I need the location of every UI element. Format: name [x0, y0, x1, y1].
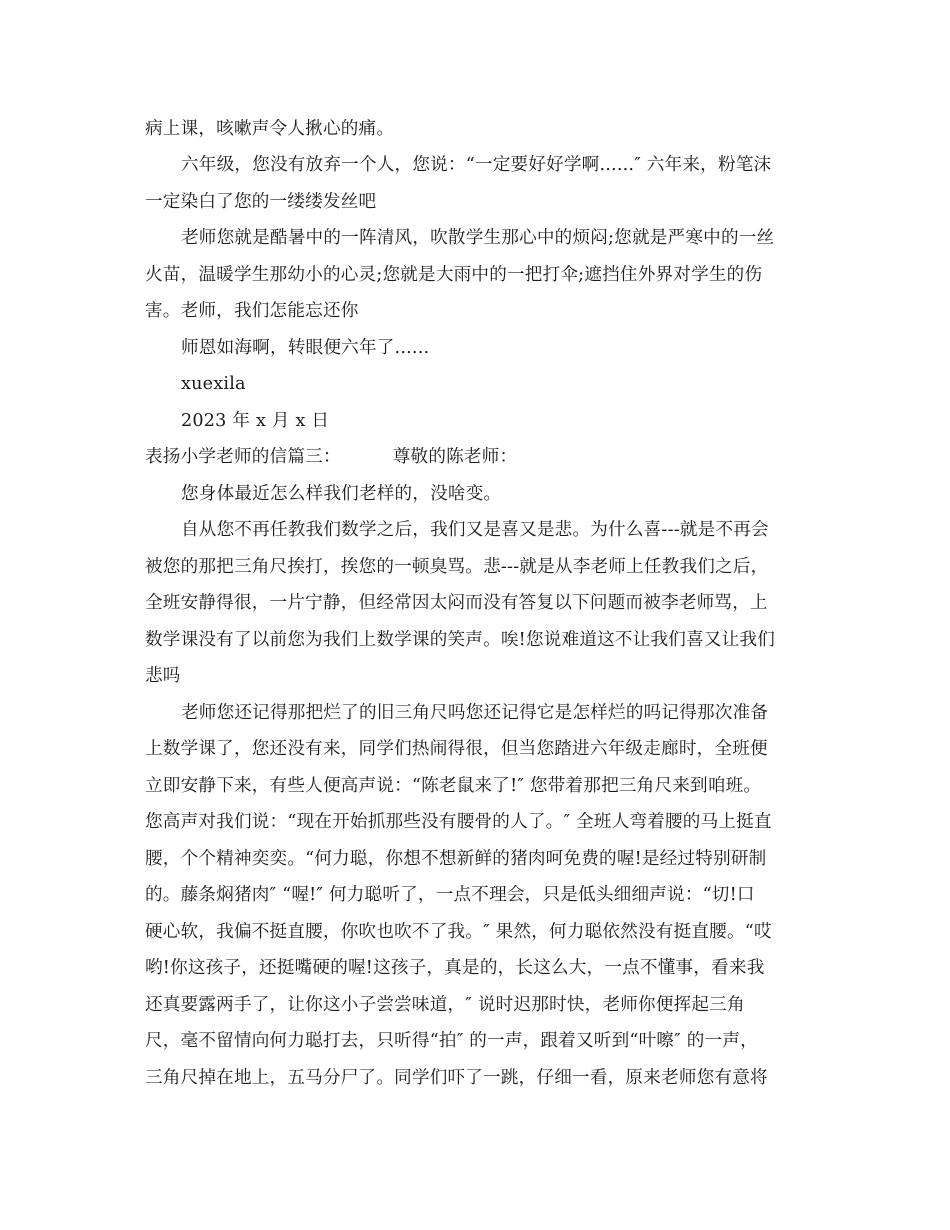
text-line: 师恩如海啊，转眼便六年了...... [181, 338, 430, 358]
letter-title: 表扬小学老师的信篇三： [145, 447, 341, 467]
text-line: 被您的那把三角尺挨打，挨您的一顿臭骂。悲---就是从李老师上任教我们之后， [145, 557, 769, 577]
text-line: 硬心软，我偏不挺直腰，你吹也吹不了我。″ 果然，何力聪依然没有挺直腰。“哎 [145, 922, 772, 942]
text-line: 您身体最近怎么样我们老样的，没啥变。 [181, 484, 502, 504]
signature-name: xuexila [181, 374, 246, 394]
text-line: 老师您就是酷暑中的一阵清风，吹散学生那心中的烦闷;您就是严寒中的一丝 [181, 228, 775, 248]
text-line: 全班安静得很，一片宁静，但经常因太闷而没有答复以下问题而被李老师骂，上 [145, 593, 768, 613]
text-line: 数学课没有了以前您为我们上数学课的笑声。唉!您说难道这不让我们喜又让我们 [145, 630, 776, 650]
text-line: 的。藤条焖猪肉″ “喔!″ 何力聪听了，一点不理会，只是低头细细声说：“切!口 [145, 885, 755, 905]
text-line: 一定染白了您的一缕缕发丝吧 [145, 192, 377, 212]
text-line: 立即安静下来，有些人便高声说：“陈老鼠来了!″ 您带着那把三角尺来到咱班。 [145, 776, 762, 796]
letter-salutation: 尊敬的陈老师： [392, 447, 518, 467]
letter-heading [145, 445, 517, 469]
text-line: 腰，个个精神奕奕。“何力聪，你想不想新鲜的猪肉呵免费的喔!是经过特别研制 [145, 849, 767, 869]
text-line: 害。老师，我们怎能忘还你 [145, 301, 359, 321]
text-line: 上数学课了，您还没有来，同学们热闹得很，但当您踏进六年级走廊时，全班便 [145, 739, 768, 759]
text-line: 火苗，温暖学生那幼小的心灵;您就是大雨中的一把打伞;遮挡住外界对学生的伤 [145, 265, 763, 285]
text-line: 三角尺掉在地上，五马分尸了。同学们吓了一跳，仔细一看，原来老师您有意将 [145, 1068, 768, 1088]
letter-date: 2023 年 x 月 x 日 [181, 411, 330, 431]
text-line: 老师您还记得那把烂了的旧三角尺吗您还记得它是怎样烂的吗记得那次准备 [181, 703, 769, 723]
text-line: 自从您不再任教我们数学之后，我们又是喜又是悲。为什么喜---就是不再会 [181, 520, 769, 540]
text-line: 尺，毫不留情向何力聪打去，只听得“拍″ 的一声，跟着又听到“叶嚓″ 的一声， [145, 1031, 758, 1051]
text-line: 悲吗 [145, 666, 181, 686]
text-line: 还真要露两手了，让你这小子尝尝味道，″ 说时迟那时快，老师你便挥起三角 [145, 995, 745, 1015]
text-line: 病上课，咳嗽声令人揪心的痛。 [145, 119, 395, 139]
text-line: 六年级，您没有放弃一个人，您说：“一定要好好学啊......″ 六年来，粉笔沫 [181, 155, 772, 175]
text-line: 您高声对我们说：“现在开始抓那些没有腰骨的人了。″ 全班人弯着腰的马上挺直 [145, 812, 772, 832]
text-line: 哟!你这孩子，还挺嘴硬的喔!这孩子，真是的，长这么大，一点不懂事，看来我 [145, 958, 765, 978]
